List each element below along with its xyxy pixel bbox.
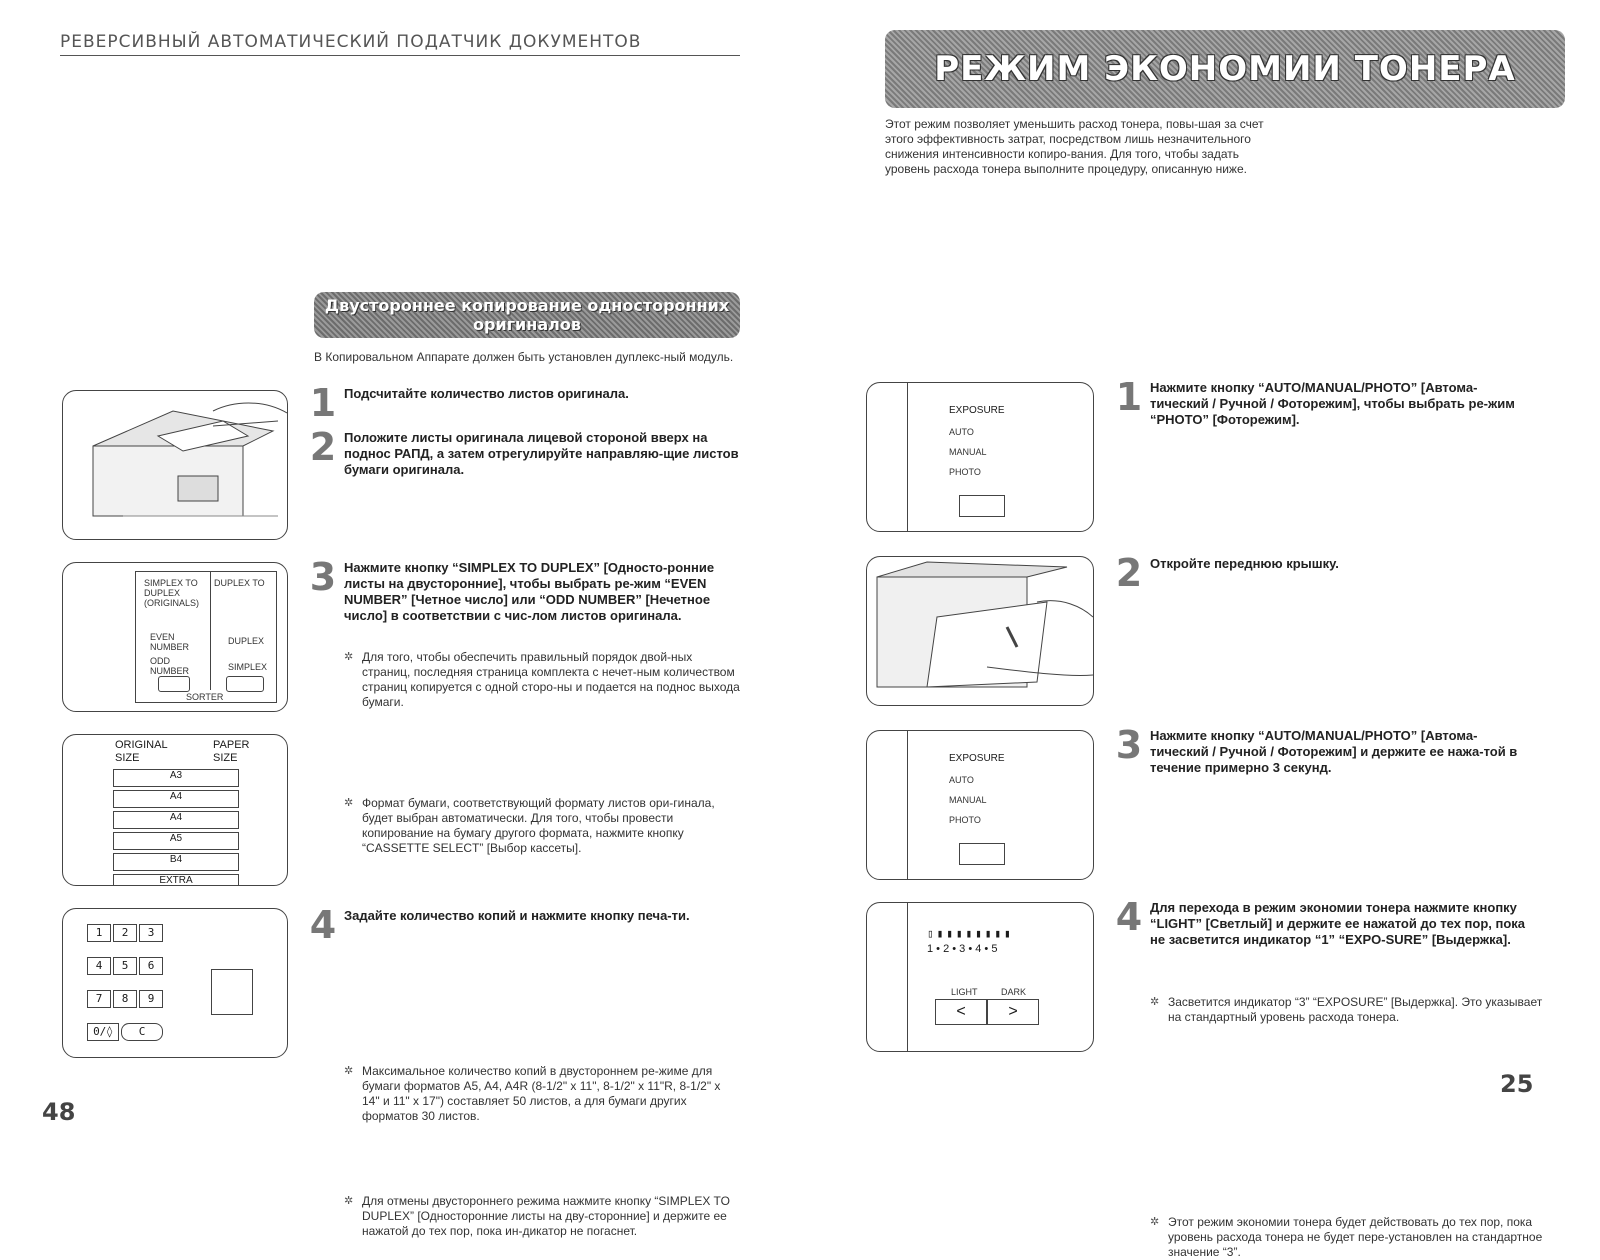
- simplex-label: SIMPLEX: [228, 662, 268, 672]
- front-cover-drawing: [867, 557, 1094, 706]
- dark-label: DARK: [1001, 987, 1027, 997]
- duplex-to-title: DUPLEX TO: [214, 578, 265, 588]
- key-zero-interrupt[interactable]: 0/◊: [87, 1023, 119, 1041]
- even-number-label: EVEN NUMBER: [150, 632, 190, 652]
- feeder-illustration: [62, 390, 288, 540]
- toner-step-number-1: 1: [1115, 375, 1143, 419]
- size-row[interactable]: EXTRA: [113, 874, 239, 886]
- paper-size-label: PAPER SIZE: [213, 739, 250, 764]
- toner-step-text-2: Откройте переднюю крышку.: [1150, 556, 1339, 571]
- duplex-label: DUPLEX: [228, 636, 265, 646]
- toner-note-4: ✲ Этот режим экономии тонера будет действовать до тех пор, пока уровень расхода тонера не будет пере-установлен на стандартное значение “3”.: [1150, 1215, 1552, 1260]
- manual-label: MANUAL: [949, 447, 987, 457]
- panel-edge: [907, 731, 908, 880]
- key-2[interactable]: 2: [113, 924, 137, 942]
- duplex-to-button[interactable]: [226, 676, 264, 692]
- photo-label: PHOTO: [949, 467, 981, 477]
- key-1[interactable]: 1: [87, 924, 111, 942]
- manual-label: MANUAL: [949, 795, 987, 805]
- key-3[interactable]: 3: [139, 924, 163, 942]
- size-panel-illustration: [62, 734, 288, 886]
- toner-step-number-2: 2: [1115, 551, 1143, 595]
- section-title-line1: Двустороннее копирование односторонних: [324, 296, 730, 315]
- key-7[interactable]: 7: [87, 990, 111, 1008]
- toner-step-number-4: 4: [1115, 895, 1143, 939]
- size-list: [113, 769, 239, 886]
- exposure-level-illustration: [866, 902, 1094, 1052]
- duplex-panel: [135, 571, 277, 703]
- key-4[interactable]: 4: [87, 957, 111, 975]
- key-6[interactable]: 6: [139, 957, 163, 975]
- size-row[interactable]: A3: [113, 769, 239, 787]
- exposure-panel-illustration-1: [866, 382, 1094, 532]
- toner-step-text-4: Для перехода в режим экономии тонера нажмите кнопку “LIGHT” [Светлый] и держите ее нажатой до тех пор, пока не засветится индикатор “1” “EXPO-SURE” [Выдержка].: [1150, 900, 1526, 947]
- toner-note-3: ✲ Засветится индикатор “3” “EXPOSURE” [Выдержка]. Это указывает на стандартный уровень расхода тонера.: [1150, 995, 1552, 1025]
- note-4a: ✲ Максимальное количество копий в двустороннем ре-жиме для бумаги форматов A5, A4, A4R (8-1/2" x 11", 8-1/2" x 11"R, 8-1/2" x 14" и 11" x 17") составляет 50 листов, а для бумаги других форматов 30 листов.: [344, 1064, 740, 1124]
- note-3a: ✲ Для того, чтобы обеспечить правильный порядок двой-ных страниц, последняя страница комплекта с нечет-ным количеством страниц копируется с одной сторо-ны и подается на поднос выхода бумаги.: [344, 650, 740, 710]
- keypad-illustration: [62, 908, 288, 1058]
- auto-label: AUTO: [949, 427, 974, 437]
- note-3b: ✲ Формат бумаги, соответствующий формату листов ори-гинала, будет выбран автоматически. Для того, чтобы провести копирование на бумагу другого формата, нажмите кнопку “CASSETTE SELECT” [Выбор кассеты].: [344, 796, 740, 856]
- toner-intro: Этот режим позволяет уменьшить расход тонера, повы-шая за счет этого эффективность затрат, посредством лишь незначительного снижения интенсивности копиро-вания. Для того, чтобы задать уровень расхода тонера выполните процедуру, описанную ниже.: [885, 117, 1264, 176]
- toner-step-text-1: Нажмите кнопку “AUTO/MANUAL/PHOTO” [Автома-тический / Ручной / Фоторежим], чтобы выбрать ре-жим “PHOTO” [Фоторежим].: [1150, 380, 1515, 427]
- exposure-title: EXPOSURE: [949, 753, 1005, 764]
- toner-step-text-3: Нажмите кнопку “AUTO/MANUAL/PHOTO” [Автома-тический / Ручной / Фоторежим] и держите ее нажа-той в течение примерно 3 секунд.: [1150, 728, 1518, 775]
- original-size-label: ORIGINAL SIZE: [115, 739, 168, 764]
- light-button[interactable]: <: [935, 999, 987, 1025]
- key-clear[interactable]: C: [121, 1023, 163, 1041]
- key-9[interactable]: 9: [139, 990, 163, 1008]
- exposure-panel-illustration-2: [866, 730, 1094, 880]
- section-title: [314, 292, 740, 338]
- front-cover-illustration: [866, 556, 1094, 706]
- size-row[interactable]: A4: [113, 811, 239, 829]
- auto-label: AUTO: [949, 775, 974, 785]
- exposure-indicator-row: ▯▮▮▮▮▮▮▮▮: [927, 927, 1014, 940]
- auto-manual-photo-button[interactable]: [959, 495, 1005, 517]
- key-8[interactable]: 8: [113, 990, 137, 1008]
- step-number-2: 2: [309, 425, 337, 469]
- section-intro: В Копировальном Аппарате должен быть установлен дуплекс-ный модуль.: [314, 350, 734, 364]
- exposure-title: EXPOSURE: [949, 405, 1005, 416]
- size-row[interactable]: A4: [113, 790, 239, 808]
- simplex-to-duplex-title: SIMPLEX TO DUPLEX (ORIGINALS): [144, 578, 200, 608]
- duplex-panel-illustration: [62, 562, 288, 712]
- sorter-label: SORTER: [186, 692, 224, 702]
- panel-divider: [210, 572, 211, 690]
- note-4b: ✲ Для отмены двустороннего режима нажмите кнопку “SIMPLEX TO DUPLEX” [Односторонние листы на дву-сторонние] и держите ее нажатой до тех пор, пока ин-дикатор не погаснет.: [344, 1194, 740, 1239]
- size-row[interactable]: A5: [113, 832, 239, 850]
- right-page-header: [885, 30, 1565, 108]
- exposure-scale: 1 • 2 • 3 • 4 • 5: [927, 943, 998, 955]
- right-page-number: 25: [1500, 1070, 1534, 1098]
- step-number-3: 3: [309, 555, 337, 599]
- step-text-1: Подсчитайте количество листов оригинала.: [344, 386, 629, 401]
- odd-number-label: ODD NUMBER: [150, 656, 190, 676]
- feeder-drawing: [63, 391, 288, 540]
- left-page-header: РЕВЕРСИВНЫЙ АВТОМАТИЧЕСКИЙ ПОДАТЧИК ДОКУМЕНТОВ: [60, 32, 740, 56]
- left-page-number: 48: [42, 1098, 76, 1126]
- key-5[interactable]: 5: [113, 957, 137, 975]
- right-page-title: РЕЖИМ ЭКОНОМИИ ТОНЕРА: [934, 49, 1516, 89]
- step-text-4: Задайте количество копий и нажмите кнопку печа-ти.: [344, 908, 690, 923]
- size-row[interactable]: B4: [113, 853, 239, 871]
- step-number-4: 4: [309, 903, 337, 947]
- light-label: LIGHT: [951, 987, 978, 997]
- start-button[interactable]: [211, 969, 253, 1015]
- section-title-line2: оригиналов: [473, 315, 581, 334]
- dark-button[interactable]: >: [987, 999, 1039, 1025]
- panel-edge: [907, 383, 908, 532]
- auto-manual-photo-button[interactable]: [959, 843, 1005, 865]
- toner-step-number-3: 3: [1115, 723, 1143, 767]
- simplex-to-duplex-button[interactable]: [158, 676, 190, 692]
- panel-edge: [907, 903, 908, 1052]
- step-number-1: 1: [309, 381, 337, 425]
- photo-label: PHOTO: [949, 815, 981, 825]
- keypad: [87, 923, 165, 1041]
- step-text-3: Нажмите кнопку “SIMPLEX TO DUPLEX” [Односто-ронние листы на двусторонние], чтобы выбрать ре-жим “EVEN NUMBER” [Четное число] или “ODD NUMBER” [Нечетное число] в соответствии с чис-лом листов оригинала.: [344, 560, 715, 623]
- step-text-2: Положите листы оригинала лицевой стороной вверх на поднос РАПД, а затем отрегулируйте направляю-щие листов бумаги оригинала.: [344, 430, 739, 477]
